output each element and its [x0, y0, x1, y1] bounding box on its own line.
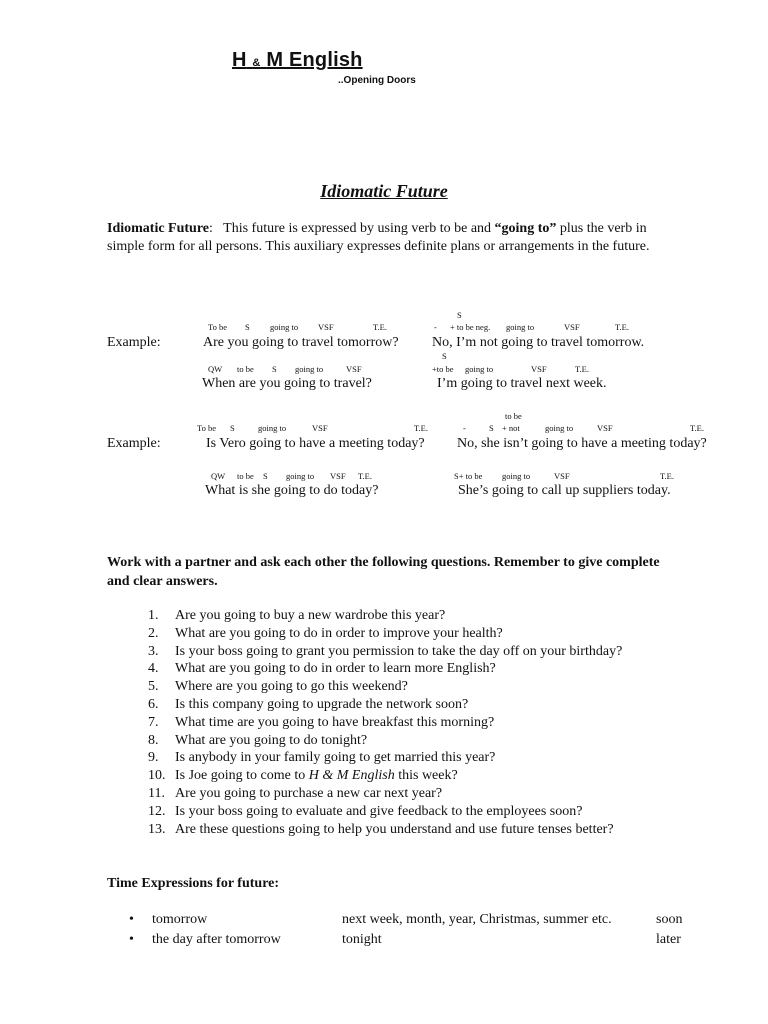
annot: + to be neg.	[450, 322, 491, 332]
brand-h: H	[232, 49, 247, 71]
intro-paragraph	[107, 220, 667, 256]
annot: T.E.	[414, 423, 429, 433]
list-item: 4. What are you going to do in order to learn more English?	[148, 661, 496, 677]
annot: going to	[502, 471, 531, 481]
annot: T.E.	[358, 471, 373, 481]
time-expr-col1: the day after tomorrow	[152, 932, 281, 947]
intro-term: Idiomatic Future	[107, 221, 210, 236]
example-wh-question: When are you going to travel?	[202, 376, 372, 391]
list-item: 3. Is your boss going to grant you permission to take the day off on your birthday?	[148, 643, 623, 659]
example-question-2: Is Vero going to have a meeting today?	[206, 436, 425, 451]
annot: VSF	[564, 322, 580, 332]
example-question: Are you going to travel tomorrow?	[203, 335, 399, 350]
annot: -	[434, 322, 437, 332]
intro-colon: :	[209, 221, 213, 236]
annot: S	[230, 423, 235, 433]
time-expressions-heading: Time Expressions for future:	[107, 876, 280, 891]
brand-title	[232, 49, 363, 72]
time-expr-col3: later	[656, 932, 681, 947]
list-item: 8. What are you going to do tonight?	[148, 732, 368, 748]
annot: S	[272, 364, 277, 374]
annot: VSF	[554, 471, 570, 481]
annot: going to	[258, 423, 287, 433]
annot: QW	[208, 364, 223, 374]
annot: VSF	[597, 423, 613, 433]
bullet-icon: •	[129, 932, 134, 947]
example-answer: No, I’m not going to travel tomorrow.	[432, 335, 645, 350]
annot: S	[489, 423, 494, 433]
annot: T.E.	[660, 471, 675, 481]
example-label: Example:	[107, 335, 161, 350]
page-title: Idiomatic Future	[320, 181, 448, 201]
annot: going to	[286, 471, 315, 481]
list-item: 9. Is anybody in your family going to get married this year?	[148, 750, 496, 766]
time-expr-col3: soon	[656, 912, 683, 927]
annot: S+ to be	[454, 471, 483, 481]
intro-going-to: “going to”	[494, 221, 557, 236]
example-label-2: Example:	[107, 436, 161, 451]
annot: To be	[208, 322, 227, 332]
tagline: ..Opening Doors	[338, 75, 416, 86]
intro-text-2: plus the verb in simple form for all persons. This auxiliary expresses definite plans or arrangements in the future.	[107, 221, 650, 254]
intro-text-1: This future is expressed by using verb to be and	[212, 221, 495, 236]
list-item: 13. Are these questions going to help you understand and use future tenses better?	[148, 821, 614, 837]
brand-rest: M English	[266, 49, 363, 71]
annot: going to	[270, 322, 299, 332]
example-wh-answer-2: She’s going to call up suppliers today.	[458, 483, 671, 498]
list-item: 6. Is this company going to upgrade the network soon?	[148, 696, 469, 712]
annot: T.E.	[690, 423, 705, 433]
annot: to be	[237, 364, 254, 374]
instructions: Work with a partner and ask each other the following questions. Remember to give complete and clear answers.	[107, 555, 660, 589]
time-expr-col2: next week, month, year, Christmas, summer etc.	[342, 912, 612, 927]
annot: S	[457, 310, 462, 320]
annot: VSF	[330, 471, 346, 481]
annot: VSF	[318, 322, 334, 332]
annot: T.E.	[615, 322, 630, 332]
list-item: 10. Is Joe going to come to H & M English this week?	[148, 768, 458, 784]
annot: -	[463, 423, 466, 433]
annot: going to	[295, 364, 324, 374]
list-item: 1. Are you going to buy a new wardrobe this year?	[148, 608, 446, 623]
list-item: 5. Where are you going to go this weekend?	[148, 679, 408, 695]
annot: T.E.	[575, 364, 590, 374]
annot: To be	[197, 423, 216, 433]
annot: + not	[502, 423, 520, 433]
list-item: 7. What time are you going to have breakfast this morning?	[148, 714, 495, 730]
annot: T.E.	[373, 322, 388, 332]
time-expr-col2: tonight	[342, 932, 382, 947]
annot: to be	[505, 411, 522, 421]
question-list	[148, 607, 622, 838]
example-wh-question-2: What is she going to do today?	[205, 483, 379, 498]
annot: S	[442, 351, 447, 361]
annot: VSF	[312, 423, 328, 433]
annot: going to	[545, 423, 574, 433]
brand-amp: &	[252, 57, 261, 69]
list-item: 12. Is your boss going to evaluate and give feedback to the employees soon?	[148, 803, 583, 819]
list-item: 2. What are you going to do in order to improve your health?	[148, 625, 503, 641]
annot: going to	[465, 364, 494, 374]
annot: QW	[211, 471, 226, 481]
annot: VSF	[346, 364, 362, 374]
annot: S	[245, 322, 250, 332]
list-item: 11. Are you going to purchase a new car next year?	[148, 785, 443, 801]
annot: S	[263, 471, 268, 481]
example-wh-answer: I’m going to travel next week.	[437, 376, 607, 391]
bullet-icon: •	[129, 912, 134, 927]
annot: going to	[506, 322, 535, 332]
annot: to be	[237, 471, 254, 481]
time-expr-col1: tomorrow	[152, 912, 208, 927]
annot: VSF	[531, 364, 547, 374]
example-answer-2: No, she isn’t going to have a meeting today?	[457, 436, 707, 451]
annot: +to be	[432, 364, 454, 374]
